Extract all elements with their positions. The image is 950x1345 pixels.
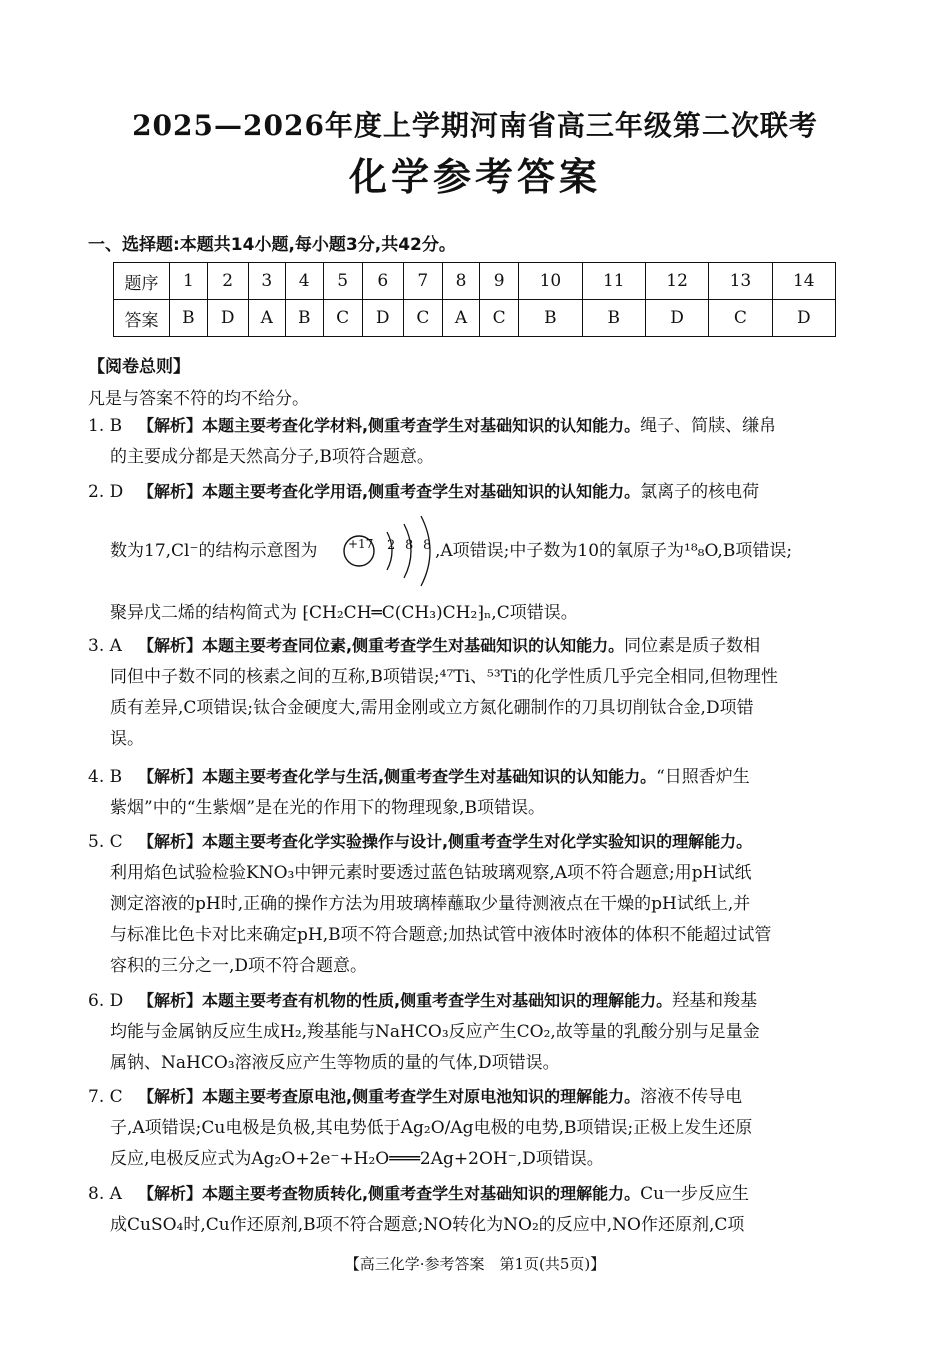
item-text: 绳子、简牍、缣帛 [640,416,777,436]
ion-structure-line [110,510,870,590]
item-text: Cu一步反应生 [640,1184,750,1204]
item-number: 6. D [88,991,124,1011]
item-number: 2. D [88,482,124,502]
q-cell: 11 [582,263,645,300]
q-cell: 1 [170,263,208,300]
answer-row [114,300,836,337]
item-analysis-tag: 【解析】本题主要考查同位素,侧重考查学生对基础知识的认知能力。 [138,636,625,655]
answer-item-1 [88,410,860,473]
item-text: “日照香炉生 [656,767,750,787]
item-text: 聚异戊二烯的结构简式为 ⁅CH₂CH═C(CH₃)CH₂⁆ₙ,C项错误。 [110,603,578,623]
item-text: 同位素是质子数相 [624,636,761,656]
q-cell: 13 [709,263,772,300]
a-cell: B [170,300,208,337]
item-text: 反应,电极反应式为Ag₂O+2e⁻+H₂O═══2Ag+2OH⁻,D项错误。 [110,1149,604,1169]
item-text: 氯离子的核电荷 [640,482,760,502]
a-cell: B [285,300,323,337]
item-text: 同但中子数不同的核素之间的互称,B项错误;⁴⁷Ti、⁵³Ti的化学性质几乎完全相同,但物理性 [110,667,778,687]
row-label-question: 题序 [114,263,170,300]
answer-table [113,262,836,337]
page-footer: 【高三化学·参考答案 第1页(共5页)】 [344,1255,606,1273]
item-analysis-tag: 【解析】本题主要考查物质转化,侧重考查学生对基础知识的理解能力。 [138,1184,641,1203]
answer-key-title: 化学参考答案 [348,154,601,199]
item-text: 误。 [110,729,144,749]
item-analysis-tag: 【解析】本题主要考查原电池,侧重考查学生对原电池知识的理解能力。 [138,1087,641,1106]
item-analysis-tag: 【解析】本题主要考查化学用语,侧重考查学生对基础知识的认知能力。 [138,482,641,501]
q-cell: 9 [480,263,519,300]
item-text: 质有差异,C项错误;钛合金硬度大,需用金刚或立方氮化硼制作的刀具切削钛合金,D项错 [110,698,754,718]
item-text: 子,A项错误;Cu电极是负极,其电势低于Ag₂O/Ag电极的电势,B项错误;正极上发生还原 [110,1118,753,1138]
answer-item-5 [88,826,860,982]
answer-item-8 [88,1178,860,1241]
q-cell: 12 [645,263,708,300]
q-cell: 14 [772,263,835,300]
answer-item-3 [88,630,860,755]
item-number: 7. C [88,1087,123,1107]
answer-item-7 [88,1081,860,1175]
item-text: 均能与金属钠反应生成H₂,羧基能与NaHCO₃反应产生CO₂,故等量的乳酸分别与足量金 [110,1022,760,1042]
item-text: 与标准比色卡对比来确定pH,B项不符合题意;加热试管中液体时液体的体积不能超过试管 [110,925,772,945]
a-cell: A [248,300,285,337]
q-cell: 7 [403,263,442,300]
q-cell: 5 [323,263,362,300]
struct-text-post: ,A项错误;中子数为10的氧原子为¹⁸₈O,B项错误; [435,541,793,561]
item-number: 8. A [88,1184,122,1204]
a-cell: B [519,300,582,337]
item-analysis-tag: 【解析】本题主要考查化学材料,侧重考查学生对基础知识的认知能力。 [138,416,641,435]
answer-item-2-cont [88,598,860,629]
item-text: 成CuSO₄时,Cu作还原剂,B项不符合题意;NO转化为NO₂的反应中,NO作还原剂,C项 [110,1215,745,1235]
section-heading: 一、选择题:本题共14小题,每小题3分,共42分。 [88,235,456,255]
q-cell: 2 [207,263,248,300]
a-cell: A [442,300,479,337]
item-text: 容积的三分之一,D项不符合题意。 [110,956,368,976]
struct-text-pre: 数为17,Cl⁻的结构示意图为 [110,541,318,561]
item-analysis-tag: 【解析】本题主要考查化学实验操作与设计,侧重考查学生对化学实验知识的理解能力。 [138,832,753,851]
a-cell: C [403,300,442,337]
q-cell: 10 [519,263,582,300]
item-analysis-tag: 【解析】本题主要考查化学与生活,侧重考查学生对基础知识的认知能力。 [138,767,657,786]
item-number: 3. A [88,636,122,656]
item-text: 利用焰色试验检验KNO₃中钾元素时要透过蓝色钴玻璃观察,A项不符合题意;用pH试纸 [110,863,752,883]
item-number: 4. B [88,767,123,787]
exam-title: 2025—2026年度上学期河南省高三年级第二次联考 [132,109,818,142]
answer-item-2 [88,476,860,508]
a-cell: B [582,300,645,337]
nucleus-charge: +17 [348,537,374,551]
shell-electrons: 8 [423,538,432,553]
rules-text: 凡是与答案不符的均不给分。 [88,389,309,409]
a-cell: C [709,300,772,337]
question-row [114,263,836,300]
item-text: 属钠、NaHCO₃溶液反应产生等物质的量的气体,D项错误。 [110,1053,560,1073]
item-analysis-tag: 【解析】本题主要考查有机物的性质,侧重考查学生对基础知识的理解能力。 [138,991,673,1010]
a-cell: D [207,300,248,337]
answer-item-6 [88,985,860,1079]
shell-electrons: 8 [405,538,414,553]
a-cell: D [772,300,835,337]
item-number: 1. B [88,416,123,436]
q-cell: 3 [248,263,285,300]
answer-item-4 [88,761,860,824]
item-text: 紫烟”中的“生紫烟”是在光的作用下的物理现象,B项错误。 [110,798,545,818]
item-text: 测定溶液的pH时,正确的操作方法为用玻璃棒蘸取少量待测液点在干燥的pH试纸上,并 [110,894,751,914]
q-cell: 8 [442,263,479,300]
a-cell: C [480,300,519,337]
item-text: 羟基和羧基 [672,991,758,1011]
a-cell: D [362,300,403,337]
row-label-answer: 答案 [114,300,170,337]
rules-label: 【阅卷总则】 [88,357,190,377]
q-cell: 4 [285,263,323,300]
item-number: 5. C [88,832,123,852]
item-text: 的主要成分都是天然高分子,B项符合题意。 [110,447,434,467]
q-cell: 6 [362,263,403,300]
a-cell: D [645,300,708,337]
item-text: 溶液不传导电 [640,1087,743,1107]
a-cell: C [323,300,362,337]
shell-electrons: 2 [387,538,396,553]
